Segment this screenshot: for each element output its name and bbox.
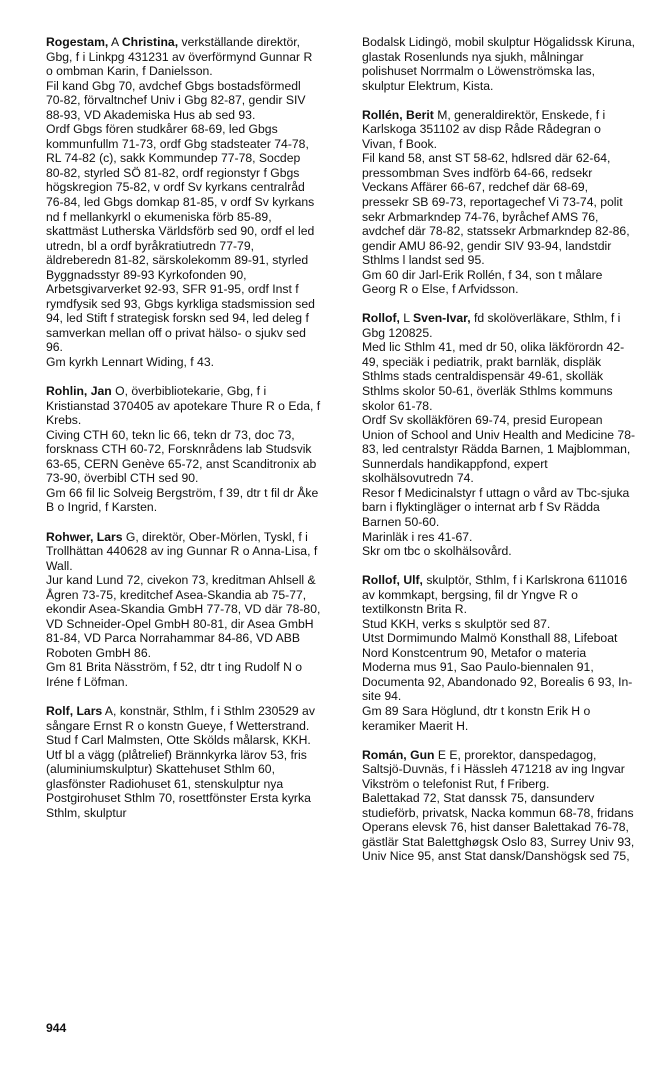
entry-given-name: Jan <box>90 384 112 399</box>
entry-paragraph: Skr om tbc o skolhälsovård. <box>362 544 512 559</box>
entry-heading <box>362 35 637 93</box>
entry-paragraph: Jur kand Lund 72, civekon 73, kreditman Ahlsell & Ågren 73-75, kreditchef Asea-Skandia ab 75-77, ekondir Asea-Skandia GmbH 77-78, VD där 78-80, VD Schneider-Opel GmbH 80-81, dir Asea GmbH 81-84, VD Parca Norrahammar 84-86, VD ABB Roboten GmbH 86. <box>46 573 321 660</box>
biography-entry <box>362 108 637 297</box>
entry-paragraph: Fil kand 58, anst ST 58-62, hdlsred där 62-64, pressombman Sves indförb 64-66, redsekr Veckans Affärer 66-67, redchef där 68-69, pressekr SB 69-73, reportagechef Vi 73-74, polit sekr Arbmarkndep 74-76, byråchef AMS 76, avdchef där 78-82, statssekr Arbmarkndep 82-86, gendir AMU 86-92, gendir SIV 93-94, landstdir Sthlms l landst sed 95. <box>362 151 630 268</box>
biography-entry <box>362 748 637 864</box>
entry-paragraph: Stud f Carl Malmsten, Otte Skölds målarsk, KKH. <box>46 733 311 748</box>
entry-heading <box>46 35 321 79</box>
entry-paragraph: Gm 89 Sara Höglund, dtr t konstn Erik H o keramiker Maerit H. <box>362 704 591 733</box>
entry-summary: G, direktör, Ober-Mörlen, Tyskl, f i Trollhättan 440628 av ing Gunnar R o Anna-Lisa, f Wall. <box>46 529 318 573</box>
entry-heading <box>362 573 637 617</box>
entry-paragraph: Balettakad 72, Stat danssk 75, dansunderv studieförb, privatsk, Nacka kommun 68-78, fridans Operans elevsk 76, hist danser Balettakad 76-78, gästlär Stat Balettghøgsk Oslo 83, Surrey Univ 93, Univ Nice 95, anst Stat dansk/Danshögsk sed 75, <box>362 791 635 864</box>
biography-entry <box>46 704 321 820</box>
biography-entry <box>362 35 637 93</box>
entry-summary: E E, prorektor, danspedagog, Saltsjö-Duvnäs, f i Hässleh 471218 av ing Ingvar Vikström o telefonist Rut, f Friberg. <box>362 747 625 791</box>
entry-given-name: Berit <box>406 107 434 122</box>
biography-entry <box>46 530 321 690</box>
entry-surname: Rollof, <box>362 311 400 326</box>
entry-summary: M, generaldirektör, Enskede, f i Karlskoga 351102 av disp Råde Rådegran o Vivan, f Book. <box>362 107 606 151</box>
entry-given-name: Christina, <box>121 35 179 49</box>
page-number: 944 <box>46 1021 67 1035</box>
entry-surname: Rohwer, <box>46 529 94 544</box>
entry-paragraph: Ordf Gbgs fören studkårer 68-69, led Gbgs kommunfullm 71-73, ordf Gbg stadsteater 74-78, RL 74-82 (c), sakk Kommundep 77-78, Socdep 80-82, styrled SÖ 81-82, ordf regionstyr f Gbgs högskregion 75-82, v ordf Sv kyrkans centralråd 76-84, led Gbgs domkap 81-85, v ordf Sv kyrkans nd f mellankyrkl o ekumeniska förb 85-89, skattmäst Lutherska Världsförb sed 90, ordf el led utredn, bl a ordf byråkratiutredn 77-79, äldreberedn 81-82, särskolekomm 89-91, styrled Byggnadsstyr 89-93 Kyrkofonden 90, Arbetsgivarverket 92-93, SFR 91-95, ordf Inst f rymdfysik sed 93, Gbgs kyrkliga stadsmission sed 94, led Stift f strategisk forskn sed 94, led deleg f samverkan mellan off o privat hälso- o sjukv sed 96. <box>46 122 315 355</box>
entry-heading <box>362 108 637 152</box>
entry-given-name: Lars <box>96 529 123 544</box>
entry-surname: Román, <box>362 747 407 762</box>
entry-paragraph: Gm 81 Brita Näsström, f 52, dtr t ing Rudolf N o Iréne f Löfman. <box>46 660 303 689</box>
entry-surname: Rollén, <box>362 107 403 122</box>
entry-paragraph: Marinläk i res 41-67. <box>362 529 473 544</box>
entry-surname: Rogestam, <box>46 35 109 49</box>
entry-paragraph: Resor f Medicinalstyr f uttagn o vård av Tbc-sjuka barn i flyktingläger o internat arb f Sv Rädda Barnen 50-60. <box>362 485 630 529</box>
right-column <box>362 35 637 878</box>
entry-initials: A <box>108 35 122 49</box>
entry-paragraph: Gm 60 dir Jarl-Erik Rollén, f 34, son t målare Georg R o Else, f Arfvidsson. <box>362 267 603 297</box>
entry-paragraph: Gm 66 fil lic Solveig Bergström, f 39, dtr t fil dr Åke B o Ingrid, f Karsten. <box>46 485 319 515</box>
entry-paragraph: Fil kand Gbg 70, avdchef Gbgs bostadsförmedl 70-82, förvaltnchef Univ i Gbg 82-87, gendir SIV 88-93, VD Akademiska Hus ab sed 93. <box>46 78 306 122</box>
biography-entry <box>362 311 637 558</box>
entry-paragraph: Utst Dormimundo Malmö Konsthall 88, Lifeboat Nord Konstcentrum 90, Metafor o materia Moderna mus 91, Sao Paulo-biennalen 91, Documenta 92, Abandonado 92, Borealis 6 93, In-site 94. <box>362 631 633 704</box>
entry-summary: verkställande direktör, Gbg, f i Linkpg 431231 av överförmynd Gunnar R o ombman Karin, f Danielsson. <box>46 35 313 79</box>
entry-paragraph: Gm kyrkh Lennart Widing, f 43. <box>46 355 214 370</box>
entry-heading <box>46 530 321 574</box>
biography-entry <box>362 573 637 733</box>
entry-paragraph: Med lic Sthlm 41, med dr 50, olika läkförordn 42-49, speciäk i pediatrik, prakt barnläk, displäk Sthlms stads centraldispensär 49-61, skolläk Sthlms skolor 50-61, överläk Sthlms kommuns skolor 61-78. <box>362 340 625 413</box>
entry-heading <box>46 384 321 428</box>
entry-initials: L <box>399 311 414 326</box>
entry-surname: Rolf, <box>46 704 74 719</box>
entry-given-name: Gun <box>410 747 435 762</box>
entry-summary: O, överbibliotekarie, Gbg, f i Kristianstad 370405 av apotekare Thure R o Eda, f Krebs. <box>46 384 321 428</box>
entry-paragraph: Utf bl a vägg (plåtrelief) Brännkyrka lärov 53, fris (aluminiumskulptur) Skattehuset Sthlm 60, glasfönster Radiohuset 61, stenskulptur nya Postgirohuset Sthlm 70, rosettfönster Ersta kyrka Sthlm, skulptur <box>46 747 311 820</box>
entry-heading <box>46 704 321 733</box>
entry-paragraph: Ordf Sv skolläkfören 69-74, presid European Union of School and Univ Health and Medicine 78-83, led centralstyr Rädda Barnen, 1 Majblomman, Sunnerdals handikappfond, expert skolhälsovutredn 74. <box>362 413 636 486</box>
biography-entry <box>46 384 321 515</box>
entry-summary: fd skolöverläkare, Sthlm, f i Gbg 120825. <box>362 311 621 340</box>
entry-summary: A, konstnär, Sthlm, f i Sthlm 230529 av sångare Ernst R o konstn Gueye, f Wetterstrand. <box>46 704 315 733</box>
entry-paragraph: Stud KKH, verks s skulptör sed 87. <box>362 616 551 631</box>
entry-summary: skulptör, Sthlm, f i Karlskrona 611016 av kommkapt, bergsing, fil dr Yngve R o textilkonstn Brita R. <box>362 573 628 617</box>
entry-heading <box>362 311 637 340</box>
entry-surname: Rohlin, <box>46 384 88 399</box>
biography-entry <box>46 35 321 370</box>
entry-heading <box>362 748 637 792</box>
entry-surname: Rollof, <box>362 573 400 588</box>
entry-given-name: Ulf, <box>403 573 423 588</box>
left-column <box>46 35 321 835</box>
entry-given-name: Lars <box>76 704 103 719</box>
entry-summary: Bodalsk Lidingö, mobil skulptur Högalidssk Kiruna, glastak Rosenlunds nya sjukh, målningar polishuset Norrmalm o Löwenströmska las, skulptur Elektrum, Kista. <box>362 35 636 93</box>
entry-paragraph: Civing CTH 60, tekn lic 66, tekn dr 73, doc 73, forsknass CTH 60-72, Forsknrådens lab Studsvik 63-65, CERN Genève 65-72, anst Scanditronix ab 73-90, överbibl CTH sed 90. <box>46 427 317 486</box>
entry-given-name: Sven-Ivar, <box>413 311 471 326</box>
